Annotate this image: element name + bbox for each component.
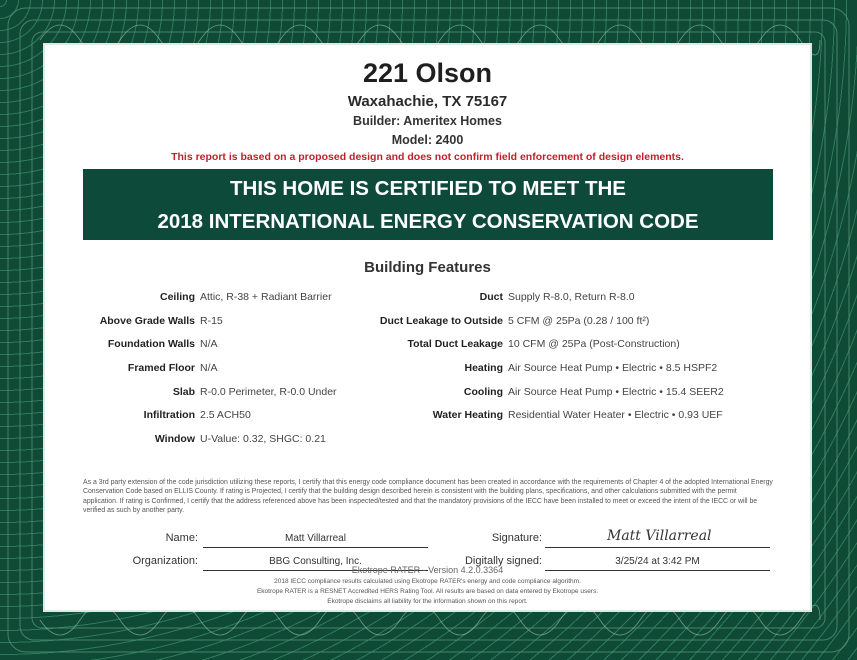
features-title: Building Features <box>364 259 491 276</box>
name-value: Matt Villarreal <box>285 533 346 544</box>
signature-underline <box>545 547 770 548</box>
feature-label: Duct Leakage to Outside <box>379 315 503 327</box>
feature-label: Framed Floor <box>127 362 195 374</box>
feature-value: N/A <box>200 362 218 374</box>
feature-value: Air Source Heat Pump • Electric • 8.5 HSPF2 <box>508 362 718 374</box>
feature-label: Foundation Walls <box>107 338 195 350</box>
feature-label: Heating <box>464 362 503 374</box>
property-address: 221 Olson <box>362 58 493 88</box>
banner-line-2: 2018 INTERNATIONAL ENERGY CONSERVATION CODE <box>157 210 699 233</box>
model-name: Model: 2400 <box>391 133 464 147</box>
feature-value: 5 CFM @ 25Pa (0.28 / 100 ft²) <box>508 315 650 327</box>
design-disclaimer: This report is based on a proposed design and does not confirm field enforcement of design elements. <box>171 151 684 163</box>
signed-label: Digitally signed: <box>464 555 542 567</box>
name-underline <box>203 547 428 548</box>
feature-label: Above Grade Walls <box>99 315 195 327</box>
feature-label: Cooling <box>463 386 503 398</box>
feature-value: Attic, R-38 + Radiant Barrier <box>200 291 332 303</box>
signature-value: Matt Villarreal <box>607 528 712 544</box>
certificate-paper <box>45 45 810 610</box>
banner-line-1: THIS HOME IS CERTIFIED TO MEET THE <box>230 177 626 200</box>
feature-value: Residential Water Heater • Electric • 0.93 UEF <box>508 409 723 421</box>
feature-label: Slab <box>172 386 195 398</box>
feature-value: 10 CFM @ 25Pa (Post-Construction) <box>508 338 680 350</box>
name-label: Name: <box>165 532 198 544</box>
signed-value: 3/25/24 at 3:42 PM <box>615 556 700 567</box>
builder-name: Builder: Ameritex Homes <box>353 114 502 128</box>
feature-value: N/A <box>200 338 218 350</box>
footer-line-1: 2018 IECC compliance results calculated using Ekotrope RATER's energy and code compliance algorithm. <box>274 578 581 585</box>
software-version: Ekotrope RATER - Version 4.2.0.3364 <box>351 565 504 575</box>
organization-value: BBG Consulting, Inc. <box>269 556 362 567</box>
footer-line-3: Ekotrope disclaims all liability for the information shown on this report. <box>327 598 528 605</box>
feature-value: R-0.0 Perimeter, R-0.0 Under <box>200 386 337 398</box>
feature-value: Supply R-8.0, Return R-8.0 <box>508 291 635 303</box>
feature-label: Water Heating <box>432 409 503 421</box>
feature-value: Air Source Heat Pump • Electric • 15.4 SEER2 <box>508 386 724 398</box>
feature-value: 2.5 ACH50 <box>200 409 251 421</box>
certification-banner <box>83 169 773 240</box>
feature-label: Ceiling <box>159 291 195 303</box>
certification-statement: As a 3rd party extension of the code jurisdiction utilizing these reports, I certify that this energy code compliance document has been created in accordance with the requirements of Chapter 4 of the adopted International Energy Conservation Code based on ELLIS County. If rating is Projected, I certify that the building design described herein is consistent with the building plans, specifications, and other calculations submitted with the permit application. If rating is Confirmed, I certify that the address referenced above has been inspected/tested and that the mandatory provisions of the IECC have been installed to meet or exceed the intent of the IECC or will be verified as such by another party. <box>83 479 773 515</box>
feature-label: Duct <box>479 291 503 303</box>
signature-label: Signature: <box>491 532 542 544</box>
feature-value: R-15 <box>200 315 223 327</box>
feature-label: Window <box>154 433 195 445</box>
property-city: Waxahachie, TX 75167 <box>347 93 508 110</box>
footer-line-2: Ekotrope RATER is a RESNET Accredited HERS Rating Tool. All results are based on data entered by Ekotrope users. <box>256 588 599 595</box>
feature-value: U-Value: 0.32, SHGC: 0.21 <box>200 433 326 445</box>
organization-label: Organization: <box>132 555 198 567</box>
feature-label: Total Duct Leakage <box>407 338 503 350</box>
feature-label: Infiltration <box>143 409 195 421</box>
